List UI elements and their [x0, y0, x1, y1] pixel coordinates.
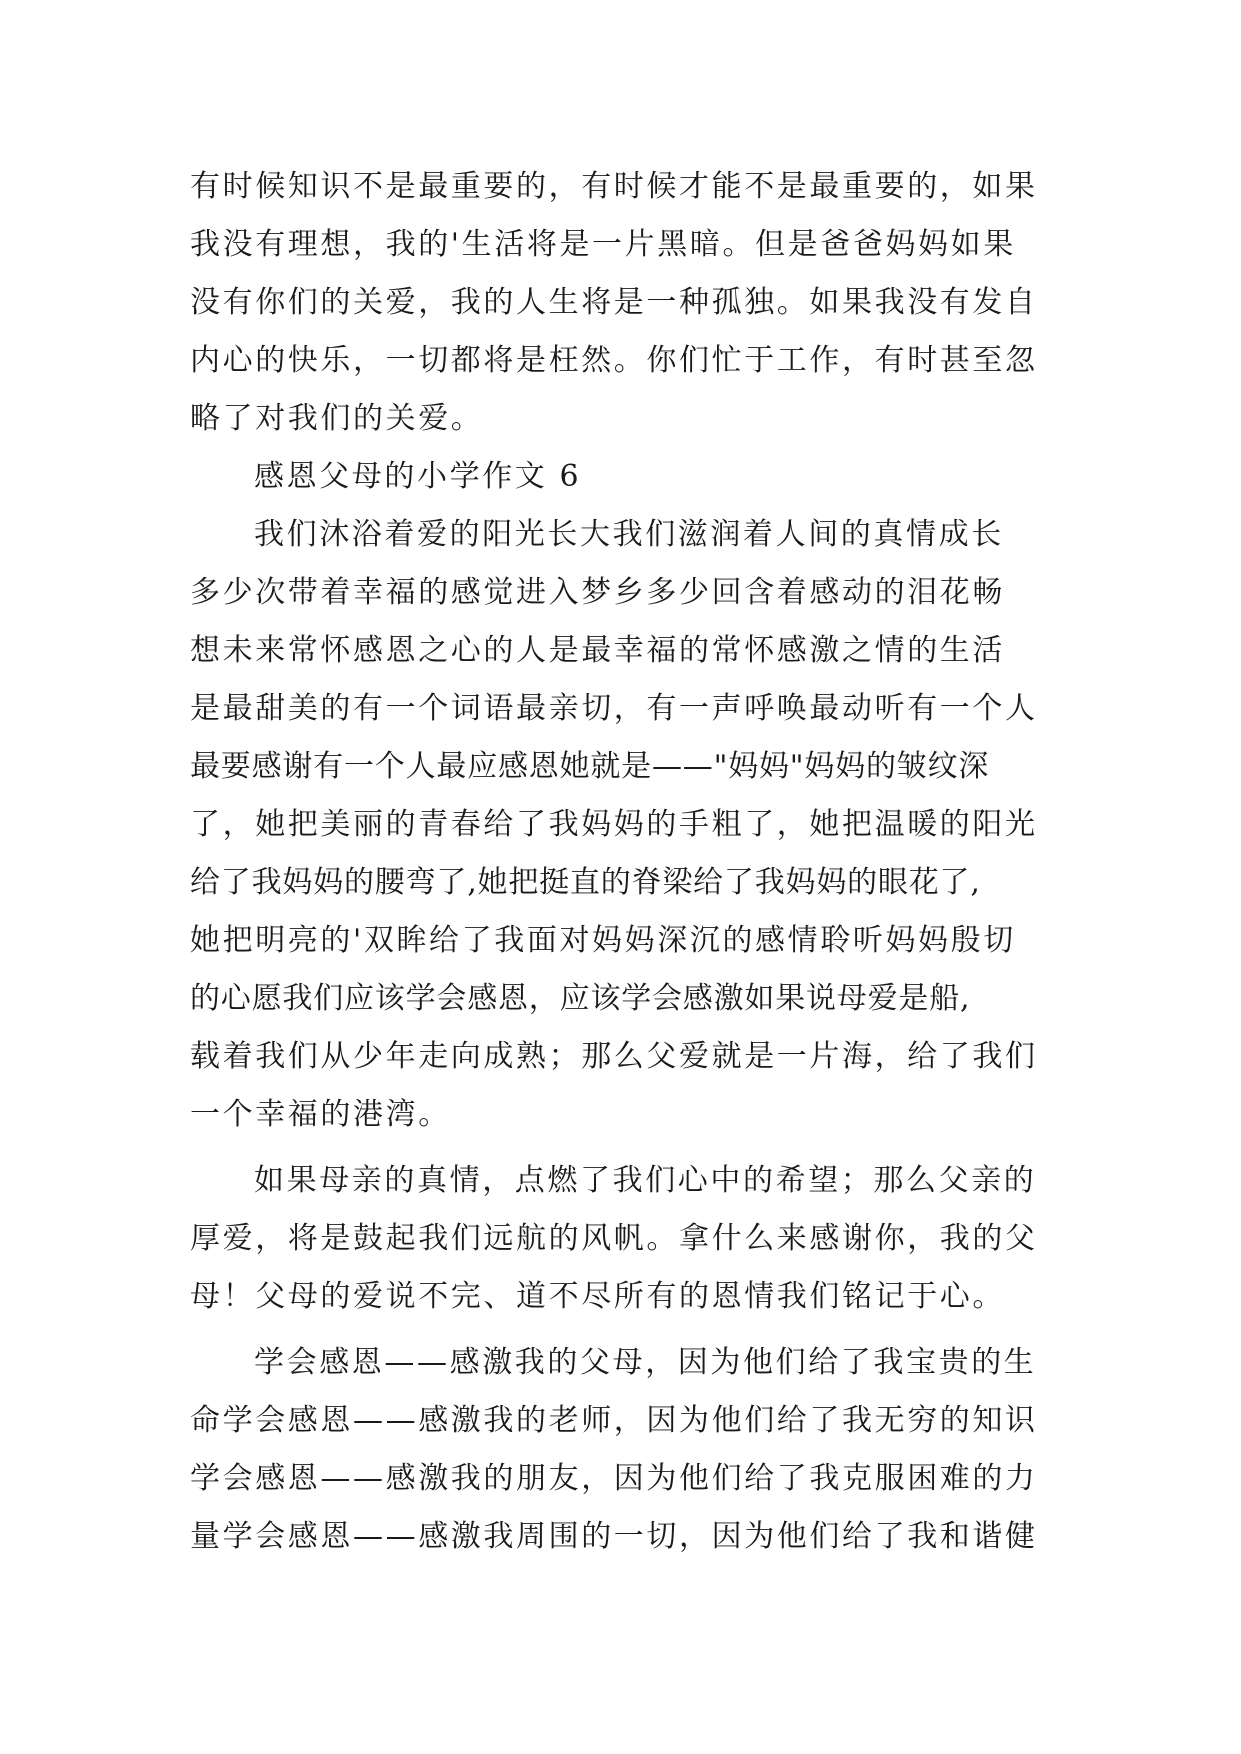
paragraph-3	[190, 1152, 1060, 1326]
text-line: 有时候知识不是最重要的，有时候才能不是最重要的，如果	[190, 169, 1038, 204]
text-line: 学会感恩——感激我的父母，因为他们给了我宝贵的生	[254, 1345, 1037, 1380]
text-line: 最要感谢有一个人最应感恩她就是——"妈妈"妈妈的皱纹深	[190, 749, 990, 784]
paragraph-2	[190, 506, 1060, 1144]
text-line: 给了我妈妈的腰弯了,她把挺直的脊梁给了我妈妈的眼花了,	[190, 865, 981, 900]
text-line: 母！父母的爱说不完、道不尽所有的恩情我们铭记于心。	[190, 1279, 1005, 1314]
text-line: 是最甜美的有一个词语最亲切，有一声呼唤最动听有一个人	[190, 691, 1038, 726]
paragraph-4	[190, 1334, 1060, 1566]
text-line: 的心愿我们应该学会感恩，应该学会感激如果说母爱是船,	[190, 981, 971, 1016]
text-line: 没有你们的关爱，我的人生将是一种孤独。如果我没有发自	[190, 285, 1038, 320]
text-line: 略了对我们的关爱。	[190, 401, 484, 436]
text-line: 想未来常怀感恩之心的人是最幸福的常怀感激之情的生活	[190, 633, 1005, 668]
text-line: 量学会感恩——感激我周围的一切，因为他们给了我和谐健	[190, 1519, 1038, 1554]
text-line: 了，她把美丽的青春给了我妈妈的手粗了，她把温暖的阳光	[190, 807, 1038, 842]
text-line: 我们沐浴着爱的阳光长大我们滋润着人间的真情成长	[254, 517, 1004, 552]
paragraph-1	[190, 158, 1060, 448]
text-line: 载着我们从少年走向成熟；那么父爱就是一片海，给了我们	[190, 1039, 1038, 1074]
text-line: 一个幸福的港湾。	[190, 1097, 451, 1132]
text-line: 内心的快乐，一切都将是枉然。你们忙于工作，有时甚至忽	[190, 343, 1038, 378]
text-line: 多少次带着幸福的感觉进入梦乡多少回含着感动的泪花畅	[190, 575, 1005, 610]
text-line: 如果母亲的真情，点燃了我们心中的希望；那么父亲的	[254, 1163, 1037, 1198]
text-line: 命学会感恩——感激我的老师，因为他们给了我无穷的知识	[190, 1403, 1038, 1438]
document-body	[190, 158, 1060, 1566]
text-line: 厚爱，将是鼓起我们远航的风帆。拿什么来感谢你，我的父	[190, 1221, 1038, 1256]
section-heading: 感恩父母的小学作文 6	[254, 459, 582, 494]
text-line: 学会感恩——感激我的朋友，因为他们给了我克服困难的力	[190, 1461, 1038, 1496]
text-line: 她把明亮的'双眸给了我面对妈妈深沉的感情聆听妈妈殷切	[190, 923, 1016, 958]
text-line: 我没有理想，我的'生活将是一片黑暗。但是爸爸妈妈如果	[190, 227, 1016, 262]
